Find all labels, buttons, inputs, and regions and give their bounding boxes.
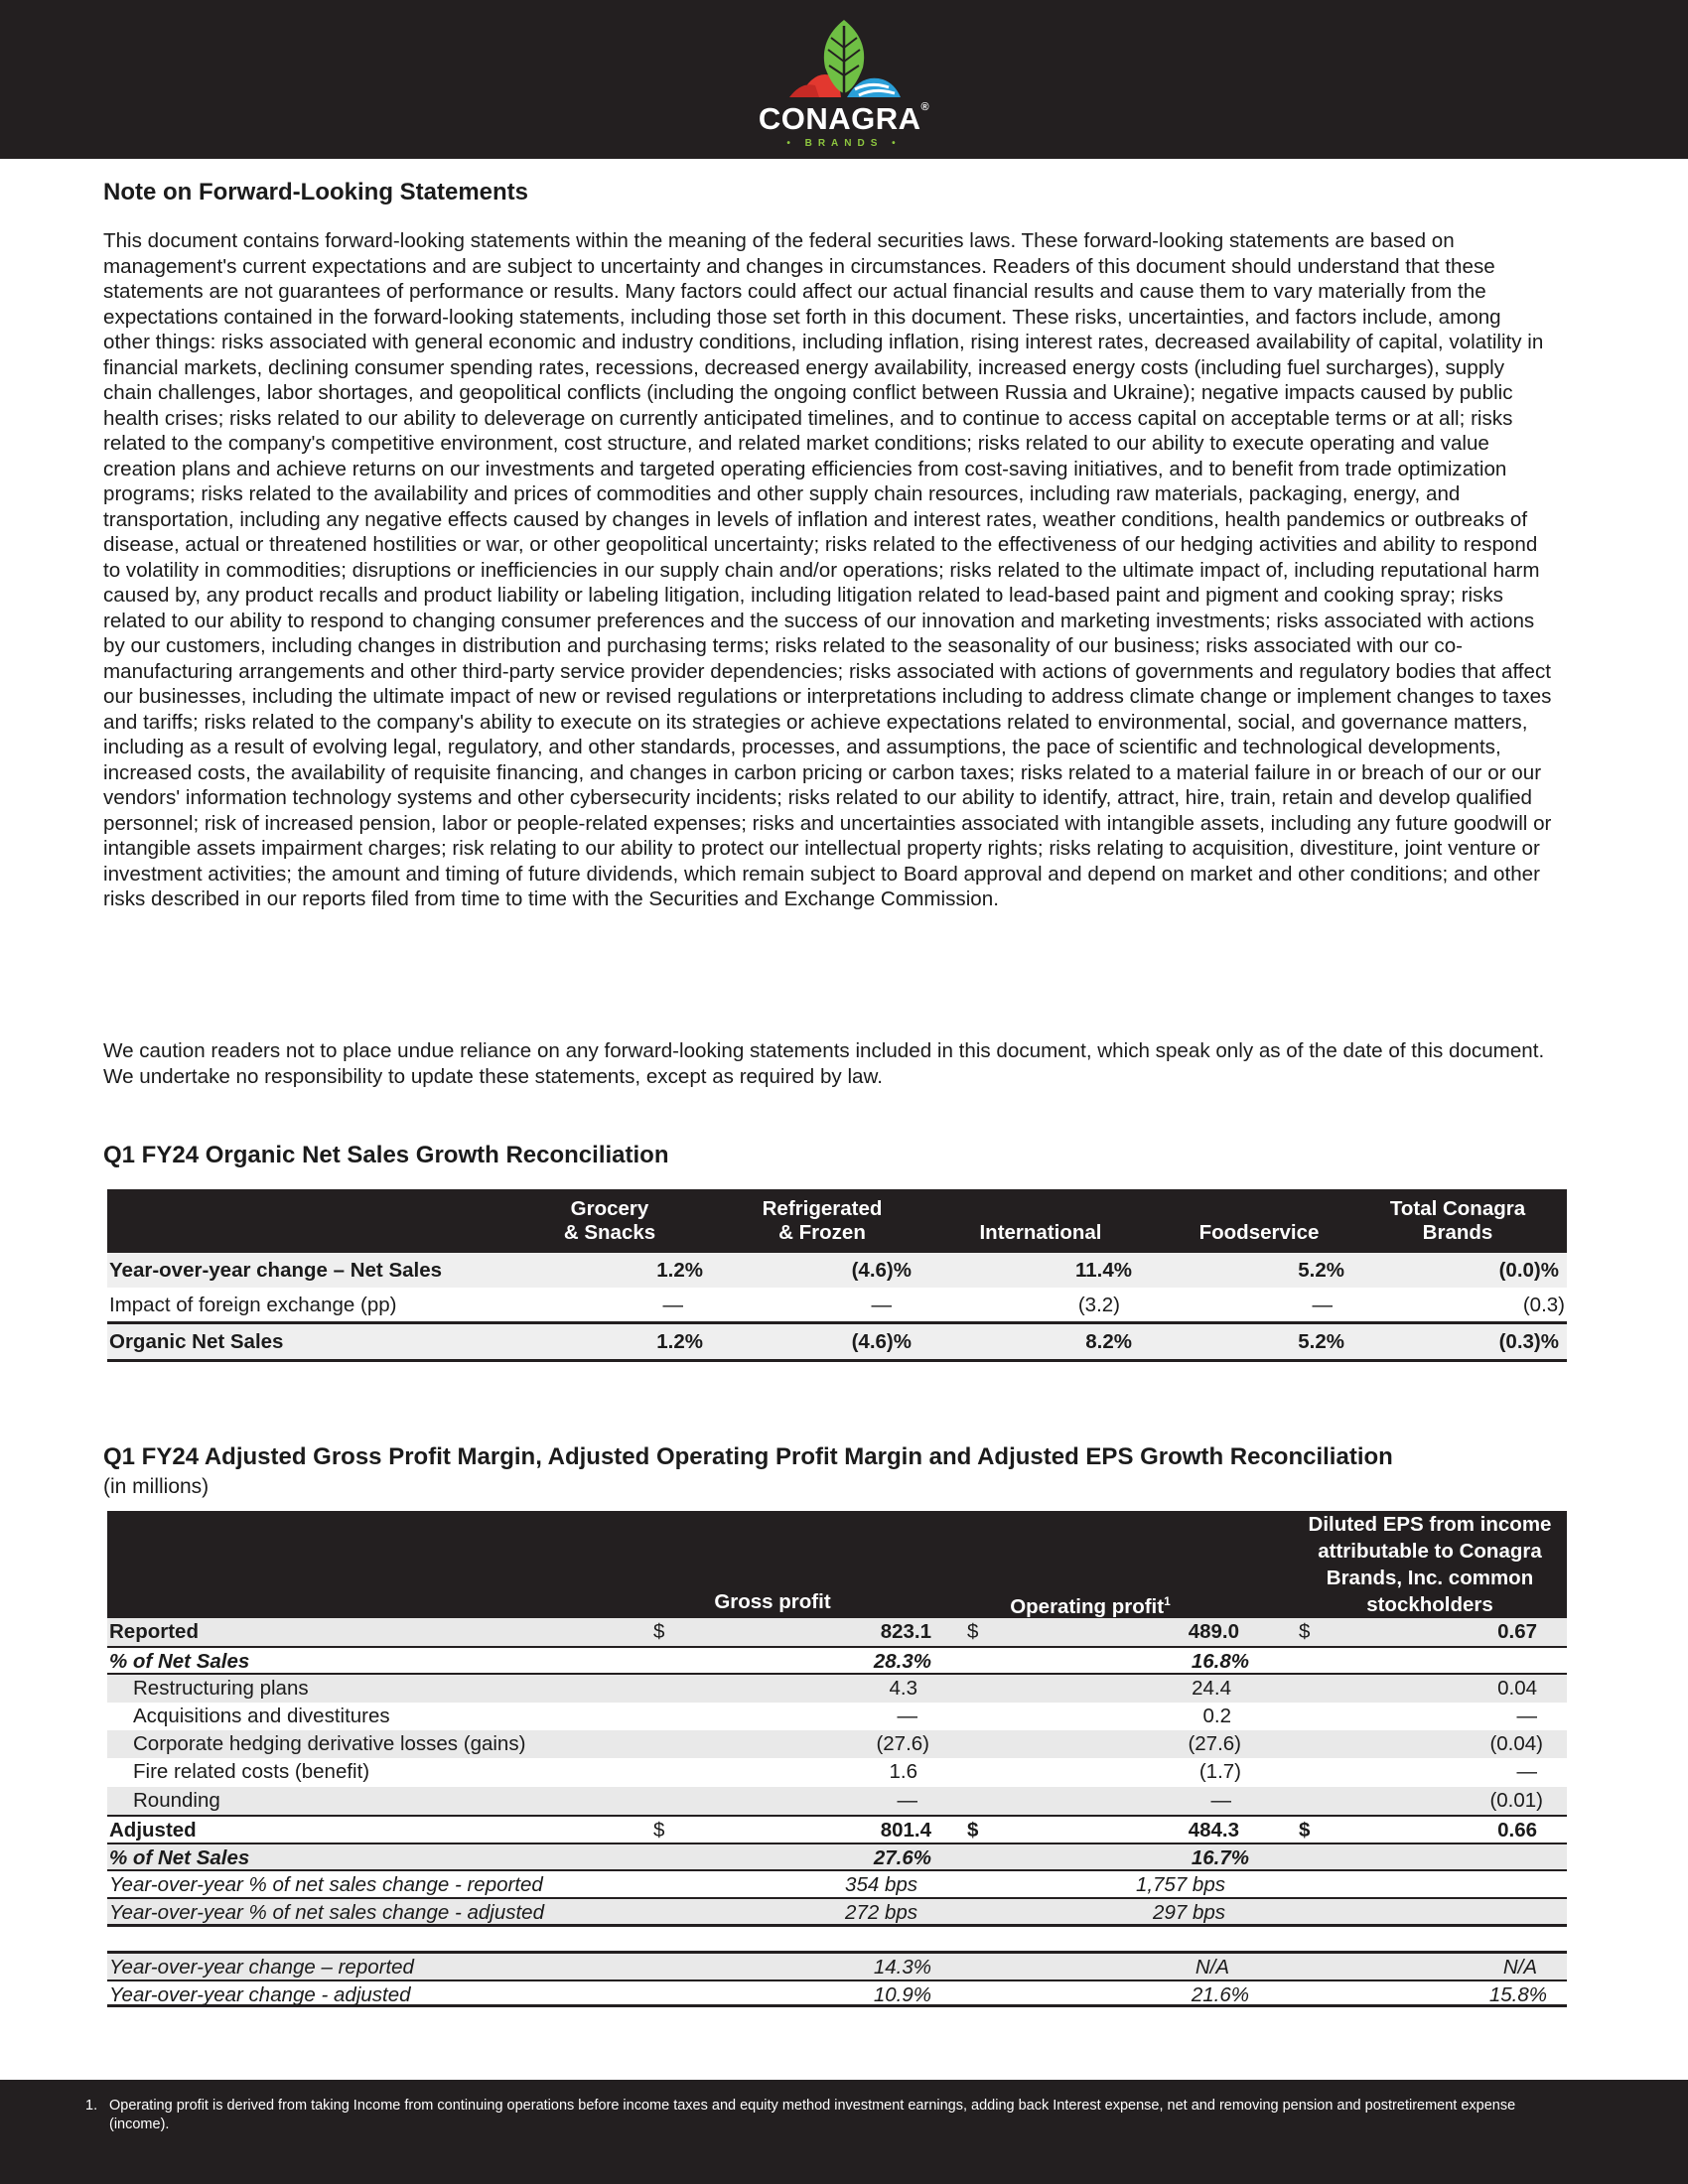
table2-title: Q1 FY24 Adjusted Gross Profit Margin, Adjusted Operating Profit Margin and Adjusted EPS Growth Reconciliation [103, 1443, 1393, 1470]
cell-gross-profit: 27.6% [873, 1846, 931, 1870]
col-grocery-l2: & Snacks [563, 1221, 656, 1244]
table1-title: Q1 FY24 Organic Net Sales Growth Reconciliation [103, 1142, 669, 1168]
table2-subtitle: (in millions) [103, 1475, 210, 1498]
footnote-number: 1. [85, 2098, 98, 2114]
col-international: International [979, 1221, 1102, 1244]
cell-total: (0.3) [1522, 1294, 1565, 1316]
cell-operating-profit: 1,757 bps [1135, 1872, 1225, 1896]
currency-symbol: $ [1299, 1620, 1311, 1643]
table-row [107, 1758, 1567, 1786]
table-row [107, 1675, 1567, 1703]
col-refrig-l1: Refrigerated [762, 1197, 883, 1220]
cell-gross-profit: 28.3% [873, 1650, 931, 1674]
col-operating-profit: Operating profit [1010, 1594, 1165, 1618]
cell-eps: 0.04 [1497, 1676, 1537, 1700]
cell-intl: (3.2) [1077, 1294, 1120, 1316]
page-header [0, 0, 1688, 159]
col-grocery-l1: Grocery [570, 1197, 649, 1220]
cell-grocery: 1.2% [656, 1259, 703, 1282]
cell-operating-profit: — [1210, 1788, 1231, 1812]
row-label: Year-over-year change – reported [109, 1956, 414, 1979]
table-row [107, 1288, 1567, 1322]
cell-gross-profit: (27.6) [876, 1732, 929, 1756]
cell-food: 5.2% [1298, 1330, 1344, 1353]
brand-sub: • BRANDS • [786, 138, 902, 149]
table-row [107, 1787, 1567, 1815]
row-label: Acquisitions and divestitures [133, 1704, 390, 1727]
cell-food: — [1312, 1294, 1333, 1316]
col-eps-l3: Brands, Inc. common [1326, 1567, 1534, 1589]
cell-eps: (0.01) [1489, 1788, 1543, 1812]
cell-operating-profit: 16.7% [1191, 1846, 1249, 1870]
footnote-text: Operating profit is derived from taking Income from continuing operations before income taxes and equity method investment earnings, adding back Interest expense, net and removing pension and postretirement expense (income). [109, 2098, 1516, 2132]
row-label: Restructuring plans [133, 1676, 309, 1700]
row-label: Organic Net Sales [109, 1330, 284, 1353]
table-row [107, 1979, 1567, 2007]
col-total-l1: Total Conagra [1389, 1197, 1526, 1220]
row-label: Year-over-year % of net sales change - reported [109, 1872, 543, 1896]
cell-gross-profit: — [897, 1704, 917, 1727]
footnote [85, 2097, 1525, 2134]
currency-symbol: $ [653, 1620, 665, 1643]
cell-eps: N/A [1502, 1956, 1537, 1979]
currency-symbol: $ [1299, 1819, 1311, 1843]
currency-symbol: $ [967, 1819, 979, 1843]
table-row [107, 1899, 1567, 1927]
cell-refrig: (4.6)% [851, 1330, 912, 1353]
row-label: Adjusted [109, 1819, 197, 1843]
cell-eps: — [1516, 1704, 1537, 1727]
fls-paragraph-2: We caution readers not to place undue reliance on any forward-looking statements included in this document, which speak only as of the date of this document. We undertake no responsibility to update these statements, except as required by law. [103, 1039, 1545, 1088]
cell-operating-profit: N/A [1195, 1956, 1229, 1979]
organic-sales-table [107, 1189, 1567, 1359]
table-row [107, 1871, 1567, 1899]
row-label: Fire related costs (benefit) [133, 1760, 370, 1784]
row-label: Year-over-year change - adjusted [109, 1982, 411, 2006]
cell-food: 5.2% [1298, 1259, 1344, 1282]
col-total-l2: Brands [1422, 1221, 1493, 1244]
cell-grocery: 1.2% [656, 1330, 703, 1353]
row-label: Rounding [133, 1788, 220, 1812]
row-label: Impact of foreign exchange (pp) [109, 1294, 397, 1316]
fls-title: Note on Forward-Looking Statements [103, 179, 529, 205]
divider [107, 1359, 1567, 1362]
footnote-ref: 1 [1164, 1594, 1171, 1608]
row-label: % of Net Sales [109, 1846, 250, 1870]
cell-gross-profit: 354 bps [845, 1872, 917, 1896]
row-label: Year-over-year change – Net Sales [109, 1259, 443, 1282]
conagra-logo [0, 18, 1688, 149]
cell-operating-profit: 489.0 [1188, 1620, 1239, 1643]
leaf-logo-icon [779, 18, 909, 99]
cell-eps: — [1516, 1760, 1537, 1784]
cell-operating-profit: (1.7) [1198, 1760, 1241, 1784]
row-label: Year-over-year % of net sales change - adjusted [109, 1900, 544, 1924]
row-label: % of Net Sales [109, 1650, 250, 1674]
col-refrig-l2: & Frozen [778, 1221, 866, 1244]
cell-gross-profit: 823.1 [880, 1620, 931, 1643]
table-row [107, 1646, 1567, 1674]
cell-intl: 8.2% [1085, 1330, 1132, 1353]
cell-eps: 0.66 [1497, 1819, 1537, 1843]
table-row [107, 1618, 1567, 1646]
table-row [107, 1253, 1567, 1288]
cell-eps: 0.67 [1497, 1620, 1537, 1643]
row-label: Reported [109, 1620, 199, 1643]
table2-header [107, 1511, 1567, 1618]
cell-operating-profit: 24.4 [1192, 1676, 1231, 1700]
cell-gross-profit: 1.6 [889, 1760, 917, 1784]
fls-paragraph-1: This document contains forward-looking statements within the meaning of the federal securities laws. These forward-looking statements are based on management's current expectations and are subject to uncertainty and changes in circumstances. Readers of this document should understand that these statements are not guarantees of performance or results. Many factors could affect our actual financial results and cause them to vary materially from the expectations contained in the forward-looking statements, including those set forth in this document. These risks, uncertainties, and factors include, among other things: risks associated with general economic and industry conditions, including inflation, rising interest rates, decreased availability of capital, volatility in financial markets, declining consumer spending rates, recessions, decreased energy availability, increased energy costs (including fuel surcharges), supply chain challenges, labor shortages, and geopolitical conflicts (including the ongoing conflict between Russia and Ukraine); negative impacts caused by public health crises; risks related to our ability to deleverage on currently anticipated timelines, and to continue to access capital on acceptable terms or at all; risks related to the company's competitive environment, cost structure, and related market conditions; risks related to our ability to execute operating and value creation plans and achieve returns on our investments and targeted operating efficiencies from cost-saving initiatives, and to benefit from trade optimization programs; risks related to the availability and prices of commodities and other supply chain resources, including raw materials, packaging, energy, and transportation, including any negative effects caused by changes in levels of inflation and interest rates, weather conditions, health pandemics or outbreaks of disease, actual or threatened hostilities or war, or other geopolitical uncertainty; risks related to the effectiveness of our hedging activities and ability to respond to volatility in commodities; disruptions or inefficiencies in our supply chain and/or operations; risks related to the ultimate impact of, including reputational harm caused by, any product recalls and product liability or labeling litigation, including litigation related to lead-based paint and pigment and cooking spray; risks related to our ability to respond to changing consumer preferences and the success of our innovation and marketing investments; risks associated with actions by our customers, including changes in distribution and purchasing terms; risks related to the seasonality of our business; risks associated with our co-manufacturing arrangements and other third-party service provider dependencies; risks associated with actions of governments and regulatory bodies that affect our businesses, including the ultimate impact of new or revised regulations or interpretations including to address climate change or implement changes to taxes and tariffs; risks related to the company's ability to execute on its strategies or achieve expectations related to environmental, social, and governance matters, including as a result of evolving legal, regulatory, and other standards, processes, and assumptions, the pace of scientific and technological developments, increased costs, the availability of requisite financing, and changes in carbon pricing or carbon taxes; risks related to a material failure in or breach of our or our vendors' information technology systems and other cybersecurity incidents; risks related to our ability to identify, attract, hire, train, retain and develop qualified personnel; risk of increased pension, labor or people-related expenses; risks and uncertainties associated with intangible assets, including any future goodwill or intangible assets impairment charges; risk relating to our ability to protect our intellectual property rights; risks relating to acquisition, divestiture, joint venture or investment activities; the amount and timing of future dividends, which remain subject to Board approval and depend on market and other conditions; and other risks described in our reports filed from time to time with the Securities and Exchange Commission. [103, 229, 1552, 910]
col-eps-l2: attributable to Conagra [1318, 1540, 1542, 1563]
spacer [107, 1927, 1567, 1951]
brand-name: CONAGRA [758, 101, 921, 136]
cell-operating-profit: 21.6% [1191, 1982, 1249, 2006]
table-row [107, 1324, 1567, 1359]
cell-operating-profit: 16.8% [1191, 1650, 1249, 1674]
cell-gross-profit: 10.9% [873, 1982, 931, 2006]
table-row [107, 1815, 1567, 1843]
cell-operating-profit: 0.2 [1202, 1704, 1231, 1727]
cell-gross-profit: 4.3 [889, 1676, 917, 1700]
table1-header [107, 1189, 1567, 1253]
cell-total: (0.3)% [1498, 1330, 1559, 1353]
cell-gross-profit: 14.3% [873, 1956, 931, 1979]
cell-gross-profit: 801.4 [880, 1819, 931, 1843]
col-gross-profit: Gross profit [714, 1590, 831, 1613]
table-row [107, 1730, 1567, 1758]
cell-grocery: — [662, 1294, 683, 1316]
adjusted-reconciliation-table [107, 1511, 1567, 2007]
cell-refrig: (4.6)% [851, 1259, 912, 1282]
cell-intl: 11.4% [1075, 1259, 1132, 1282]
currency-symbol: $ [967, 1620, 979, 1643]
cell-gross-profit: 272 bps [845, 1900, 917, 1924]
trademark: ® [920, 101, 930, 113]
col-eps-l4: stockholders [1366, 1593, 1493, 1616]
currency-symbol: $ [653, 1819, 665, 1843]
cell-gross-profit: — [897, 1788, 917, 1812]
col-foodservice: Foodservice [1198, 1221, 1320, 1244]
row-label: Corporate hedging derivative losses (gains) [133, 1732, 526, 1756]
table-row [107, 1843, 1567, 1870]
cell-refrig: — [871, 1294, 892, 1316]
table-row [107, 1703, 1567, 1730]
table-row [107, 1951, 1567, 1979]
cell-eps: (0.04) [1489, 1732, 1543, 1756]
cell-eps: 15.8% [1488, 1982, 1547, 2006]
cell-operating-profit: 297 bps [1153, 1900, 1225, 1924]
cell-operating-profit: (27.6) [1188, 1732, 1241, 1756]
cell-operating-profit: 484.3 [1188, 1819, 1239, 1843]
col-eps-l1: Diluted EPS from income [1308, 1513, 1552, 1536]
cell-total: (0.0)% [1498, 1259, 1559, 1282]
